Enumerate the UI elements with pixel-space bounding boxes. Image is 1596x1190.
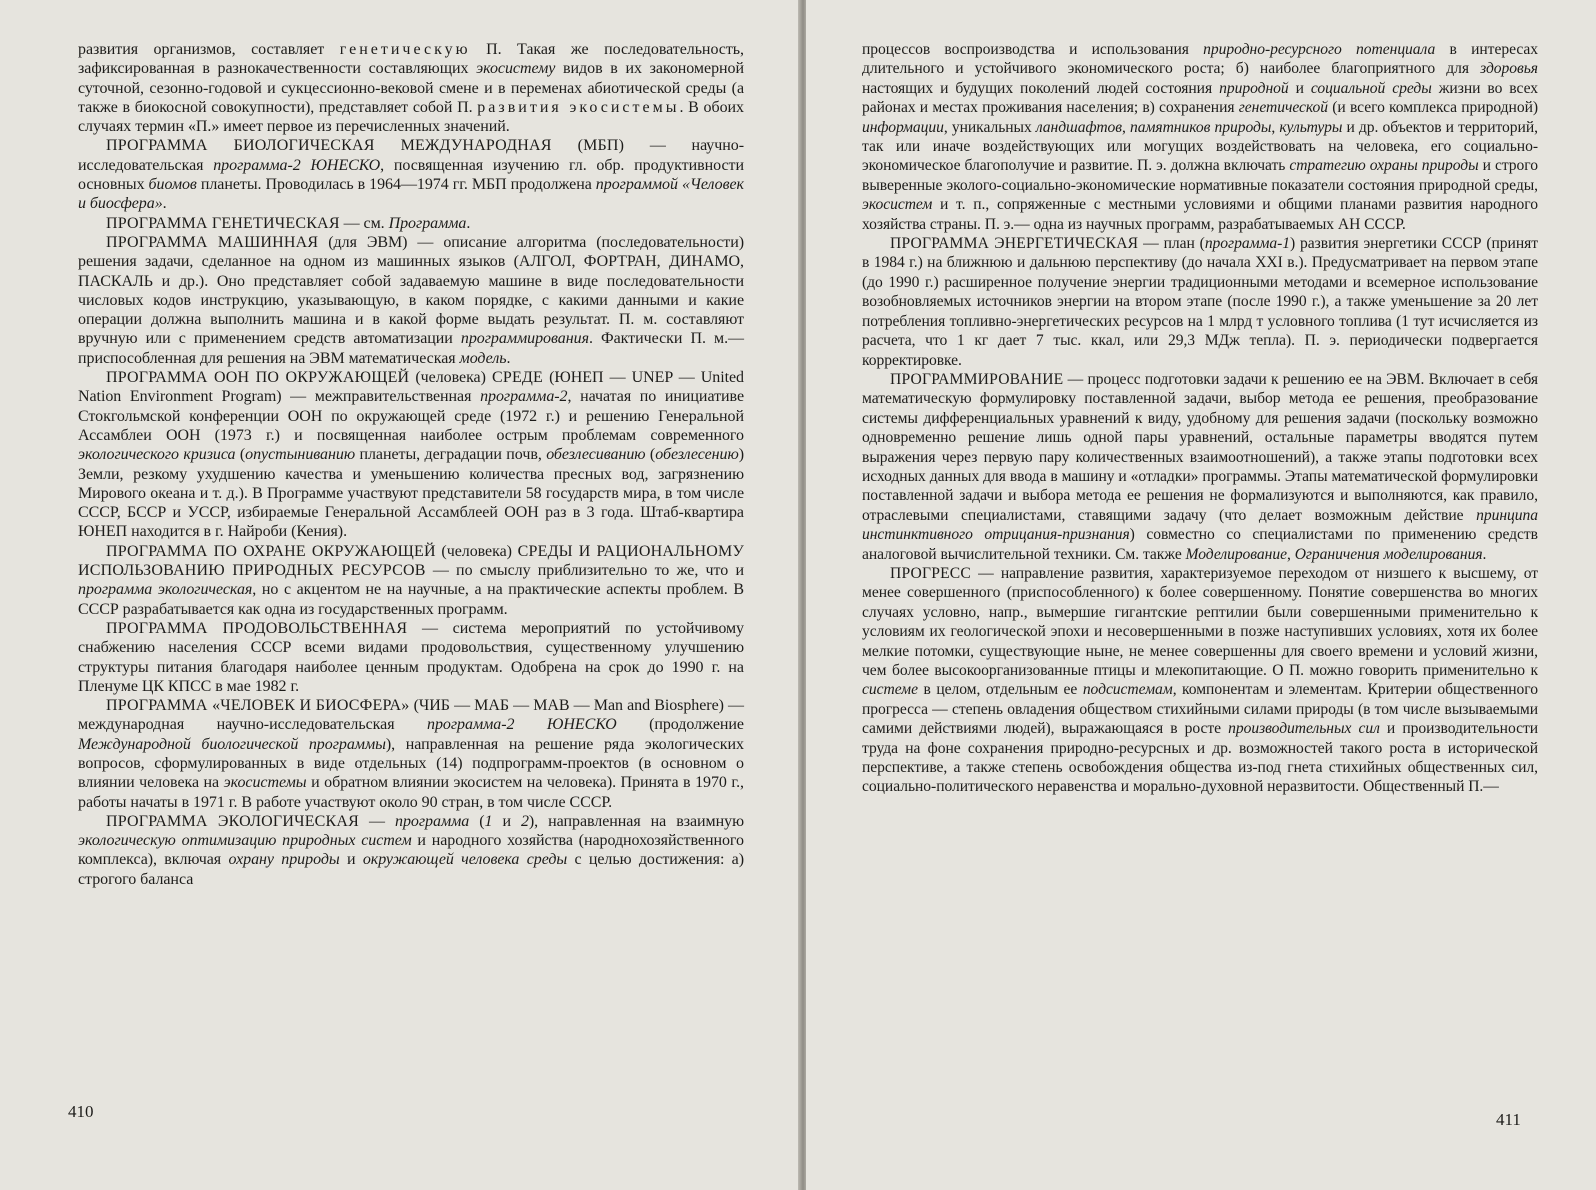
body-text: ) Земли, резкому ухудшению качества и уменьшению количества пресных вод, загрязнению Мирового океана и т. д.). В Программе участвуют представители 58 государств мира, в том числе СССР, БССР и УССР, избираемые Генеральной Ассамблеей ООН раз в 3 года. Штаб-квартира ЮНЕП находится в г. Найроби (Кения).	[78, 446, 744, 541]
body-text: (для ЭВМ) — описание алгоритма (последовательности) решения задачи, сделанное на одном из машинных языков (АЛГОЛ, ФОРТРАН, ДИНАМО, ПАСКАЛЬ и др.). Оно представляет собой задаваемую машине в виде последовательности числовых кодов инструкцию, указывающую, в каком порядке, с какими данными и какие операции должна выполнить машина и в какой форме выдать результат. П. м. составляют вручную или с применением средств автоматизации	[78, 233, 745, 348]
cross-reference: информации	[862, 118, 944, 136]
body-text: с целью достижения: а) строгого баланса	[78, 851, 745, 888]
body-text: — по смыслу приблизительно то же, что и	[425, 562, 744, 580]
entry-headword: ПРОГРАММА БИОЛОГИЧЕСКАЯ МЕЖДУНАРОДНАЯ (МБП)	[106, 137, 625, 155]
body-text: — см.	[339, 214, 389, 232]
cross-reference: программа-2	[480, 388, 568, 406]
body-text: жизни во всех районах и местах проживания населения; в) сохранения	[862, 79, 1539, 117]
body-text: (	[235, 446, 246, 464]
body-text: и	[1288, 79, 1311, 97]
cross-reference: Ограничения моделирования	[1294, 545, 1483, 563]
body-text: (ЧИБ — МАБ — MAB — Man and Biosphere) — международная научно-исследовательская	[78, 697, 745, 734]
body-text: ,	[1122, 118, 1130, 136]
entry-programma-geneticheskaya	[78, 214, 744, 233]
body-text: планеты. Проводилась в 1964—1974 гг. МБП продолжена	[196, 176, 596, 194]
body-text: и производительности труда на фоне сохранения природно-ресурсных и др. возможностей такого роста в исторической перспективе, а также степень освобождения общества из-под гнета стихийных общественных сил, социально-политического неравенства и морально-духовной неразвитости. Общественный П.—	[862, 720, 1539, 796]
entry-headword: ПРОГРАММА ЭНЕРГЕТИЧЕСКАЯ	[890, 235, 1139, 253]
entry-programmirovanie	[862, 370, 1538, 564]
body-text: — процесс подготовки задачи к решению ее на ЭВМ. Включает в себя математическую формулировку поставленной задачи, выбор метода ее решения, преобразование системы дифференциальных уравнений к виду, удобному для решения задачи (поскольку возможно одновременно решение лишь одной пары уравнений, остальные параметры вводятся путем выражения через первую пару количественных взаимоотношений), а также этапы подготовки всех исходных данных для ввода в машину и «отладки» программы. Этапы математической формулировки поставленной задачи и выбора метода ее решения не формализуются и выполняются, как правило, отраслевыми специалистами, ставящими задачу (что делает возможным действие	[862, 370, 1538, 524]
body-text: планеты, деградации почв,	[355, 446, 547, 464]
body-text: в целом, отдельным ее	[917, 681, 1083, 699]
body-text: в интересах длительного и устойчивого экономического роста; б) наиболее благоприятного для	[862, 41, 1539, 78]
cross-reference: 2	[520, 812, 529, 830]
cross-reference: системе	[862, 681, 918, 699]
body-text: и т. п., сопряженные с местными условиями и общими планами развития народного хозяйства страны. П. э.— одна из научных программ, разрабатываемых АН СССР.	[862, 196, 1538, 233]
cross-reference: экосистемы	[223, 774, 307, 792]
body-text: , начатая по инициативе Стокгольмской конференции ООН по окружающей среде (1972 г.) и решению Генеральной Ассамблеи ООН (1973 г.) и посвященная наиболее острым проблемам современного	[78, 388, 744, 444]
body-text: (ЮНЕП — UNEP — United Nation Environment Program) — межправительственная	[78, 369, 744, 406]
body-text: — план (	[1138, 235, 1205, 253]
body-text: (продолжение	[616, 716, 744, 734]
cross-reference: природной	[1219, 79, 1289, 97]
body-text: .	[506, 349, 511, 367]
cross-reference: программа-1	[1204, 235, 1291, 253]
cross-reference: стратегию охраны природы	[1289, 157, 1479, 175]
entry-programma-biologicheskaya	[78, 136, 744, 213]
cross-reference: экологического кризиса	[78, 446, 236, 464]
entry-headword: СРЕДЫ И РАЦИОНАЛЬНОМУ ИСПОЛЬЗОВАНИЮ ПРИРОДНЫХ РЕСУРСОВ	[78, 542, 744, 580]
cross-reference: модель	[459, 349, 507, 367]
entry-headword: ПРОГРАММА ЭКОЛОГИЧЕСКАЯ	[106, 812, 360, 830]
body-text: . В обоих случаях термин «П.» имеет первое из перечисленных значений.	[78, 98, 744, 136]
cross-reference: Программа	[388, 214, 467, 232]
entry-programma-prodovolstvennaya	[78, 619, 744, 696]
body-text: .	[466, 214, 471, 232]
cross-reference: социальной среды	[1310, 79, 1432, 97]
cross-reference: здоровья	[1480, 60, 1538, 78]
entry-headword: ПРОГРАММА ООН ПО ОКРУЖАЮЩЕЙ	[106, 369, 410, 387]
entry-headword: ПРОГРАММА ГЕНЕТИЧЕСКАЯ	[106, 214, 340, 232]
cross-reference: принципа инстинктивного отрицания-признания	[862, 506, 1538, 544]
entry-programma-mashinnaya	[78, 233, 744, 368]
body-text: , посвященная изучению гл. обр. продуктивности основных	[78, 156, 744, 194]
body-text: процессов воспроизводства и использования	[862, 41, 1204, 58]
body-text: (	[469, 812, 485, 830]
cross-reference: производительных сил	[1228, 720, 1380, 738]
body-text: .	[1482, 545, 1487, 563]
body-text: ,	[1271, 118, 1280, 136]
body-text: (человека)	[435, 542, 518, 560]
cross-reference: Моделирование	[1185, 545, 1287, 563]
page-number-right: 411	[1496, 1110, 1521, 1129]
cross-reference: программой «Человек и биосфера»	[78, 176, 744, 213]
body-text: настоящих и будущих поколений людей состояния	[862, 79, 1220, 97]
body-text: ), направленная на решение ряда экологических вопросов, сформулированных в виде отдельных (14) подпрограмм-проектов (в основном о влиянии человека на	[78, 735, 744, 792]
cross-reference: ландшафтов	[1035, 118, 1123, 136]
right-page	[806, 0, 1596, 1190]
cross-reference: охрану природы	[228, 851, 340, 869]
right-text-column	[862, 40, 1538, 797]
body-text: . Фактически П. м.— приспособленная для решения на ЭВМ математическая	[78, 330, 745, 367]
entry-programma-energeticheskaya	[862, 234, 1538, 370]
body-text: (	[645, 446, 656, 464]
paragraph-continuation	[78, 40, 744, 136]
body-text: ) развития энергетики СССР (принят в 1984 г.) на ближнюю и дальнюю перспективу (до начала XXI в.). Предусматривает на первом этапе (до 1990 г.) расширенное получение энергии традиционными методами и всемерное использование возобновляемых источников энергии на втором этапе (после 1990 г.), а также уменьшение за 20 лет потребления топливно-энергетических ресурсов на 1 млрд т условного топлива (1 тут исчисляется из расчета, что 1 кг дает 7 тыс. ккал, или 29,3 МДж тепла). П. э. периодически подвергается корректировке.	[862, 235, 1539, 369]
entry-headword: ПРОГРАММА ПО ОХРАНЕ ОКРУЖАЮЩЕЙ	[106, 542, 436, 560]
body-text: .	[162, 195, 167, 213]
cross-reference: памятников природы	[1129, 118, 1272, 136]
cross-reference: программа экологическая	[78, 581, 253, 599]
cross-reference: программа-2 ЮНЕСКО	[427, 716, 617, 734]
body-text: , уникальных	[943, 118, 1036, 136]
cross-reference: биомов	[148, 176, 197, 194]
body-text: П. Такая же последовательность, зафиксированная в разнокачественности составляющих	[78, 41, 744, 78]
spaced-term: генетическую	[339, 41, 471, 58]
body-text: —	[359, 812, 395, 830]
body-text: развития организмов, составляет	[78, 41, 340, 58]
body-text: (и всего комплекса природной)	[1328, 99, 1539, 117]
cross-reference: обезлесению	[655, 446, 739, 464]
cross-reference: экосистему	[476, 60, 556, 78]
cross-reference: Международной биологической программы	[78, 735, 386, 753]
body-text: — система мероприятий по устойчивому снабжению населения СССР всеми видами продовольствия, существенному улучшению структуры питания благодаря наиболее ценным продуктам. Одобрена на срок до 1990 г. на Пленуме ЦК КПСС в мае 1982 г.	[78, 619, 744, 695]
body-text: и обратном влиянии экосистем на человека). Принята в 1970 г., работы начаты в 1971 г. В работе участвуют около 90 стран, в том числе СССР.	[78, 774, 744, 811]
entry-headword: ПРОГРАММА «ЧЕЛОВЕК И БИОСФЕРА»	[106, 697, 410, 715]
entry-headword: ПРОГРАММА ПРОДОВОЛЬСТВЕННАЯ	[106, 619, 408, 637]
entry-progress	[862, 564, 1538, 797]
body-text: — направление развития, характеризуемое переходом от низшего к высшему, от менее совершенного (приспособленного) к более совершенному. Понятие совершенства во многих случаях условно, напр., вымершие гигантские рептилии были совершенными применительно к условиям их геологической эпохи и несовершенными в позже наступивших условиях, хотя их более мелкие потомки, существующие ныне, не менее совершенны для своего времени и условий жизни, чем более высокоорганизованные птицы и млекопитающие. О П. можно говорить применительно к	[862, 564, 1538, 679]
spaced-term: развития экосистемы	[477, 98, 680, 116]
cross-reference: экологическую оптимизацию природных систем	[78, 832, 412, 850]
entry-headword: ПРОГРЕСС	[890, 564, 972, 582]
entry-headword: СРЕДЕ	[491, 369, 544, 387]
cross-reference: экосистем	[862, 196, 933, 214]
cross-reference: окружающей человека среды	[362, 851, 568, 869]
body-text: , но с акцентом не на научные, а на практические аспекты проблем. В СССР разрабатывается как одна из государственных программ.	[78, 581, 744, 618]
body-text: и строго выверенные эколого-социально-экономические нормативные показатели состояния природной среды,	[862, 157, 1538, 194]
cross-reference: генетической	[1238, 99, 1329, 117]
body-text: и народного хозяйства (народнохозяйственного комплекса), включая	[78, 832, 744, 869]
entry-programma-chelovek-i-biosfera	[78, 696, 744, 812]
entry-programma-oon	[78, 368, 744, 542]
entry-headword: ПРОГРАММА МАШИННАЯ	[106, 233, 319, 251]
cross-reference: культуры	[1279, 118, 1343, 136]
body-text: (человека)	[409, 369, 492, 387]
cross-reference: обезлесиванию	[546, 446, 646, 464]
body-text: ), направленная на взаимную	[528, 812, 744, 830]
body-text: и	[492, 812, 521, 830]
cross-reference: 1	[484, 812, 493, 830]
body-text: , компонентам и элементам. Критерии общественного прогресса — степень овладения обществом стихийными силами природы (в том числе вызываемыми самими действиями людей), выражающаяся в росте	[862, 681, 1538, 738]
body-text: видов в их закономерной суточной, сезонно-годовой и сукцессионно-вековой смене и в переменах абиотической среды (а также в биокосной совокупности), представляет собой П.	[78, 60, 744, 116]
body-text: ,	[1286, 545, 1295, 563]
cross-reference: программа	[395, 812, 470, 830]
body-text: и	[339, 851, 363, 869]
cross-reference: программа-2 ЮНЕСКО	[213, 156, 381, 174]
left-text-column	[78, 40, 744, 889]
cross-reference: программирования	[460, 330, 589, 348]
entry-headword: ПРОГРАММИРОВАНИЕ	[890, 370, 1064, 388]
paragraph-continuation	[862, 40, 1538, 234]
cross-reference: подсистемам	[1082, 681, 1173, 699]
body-text: и др. объектов и территорий, так или иначе воздействующих или могущих воздействовать на человека, его социально-экономическое благополучие и развитие. П. э. должна включать	[862, 118, 1538, 175]
body-text: ) совместно со специалистами по применению средств аналоговой вычислительной техники. См. также	[862, 526, 1538, 563]
entry-programma-ekologicheskaya	[78, 812, 744, 889]
entry-programma-po-okhrane	[78, 542, 744, 619]
cross-reference: природно-ресурсного потенциала	[1203, 41, 1436, 58]
cross-reference: опустыниванию	[245, 446, 356, 464]
page-number-left: 410	[68, 1102, 94, 1121]
body-text: — научно-исследовательская	[78, 137, 744, 174]
